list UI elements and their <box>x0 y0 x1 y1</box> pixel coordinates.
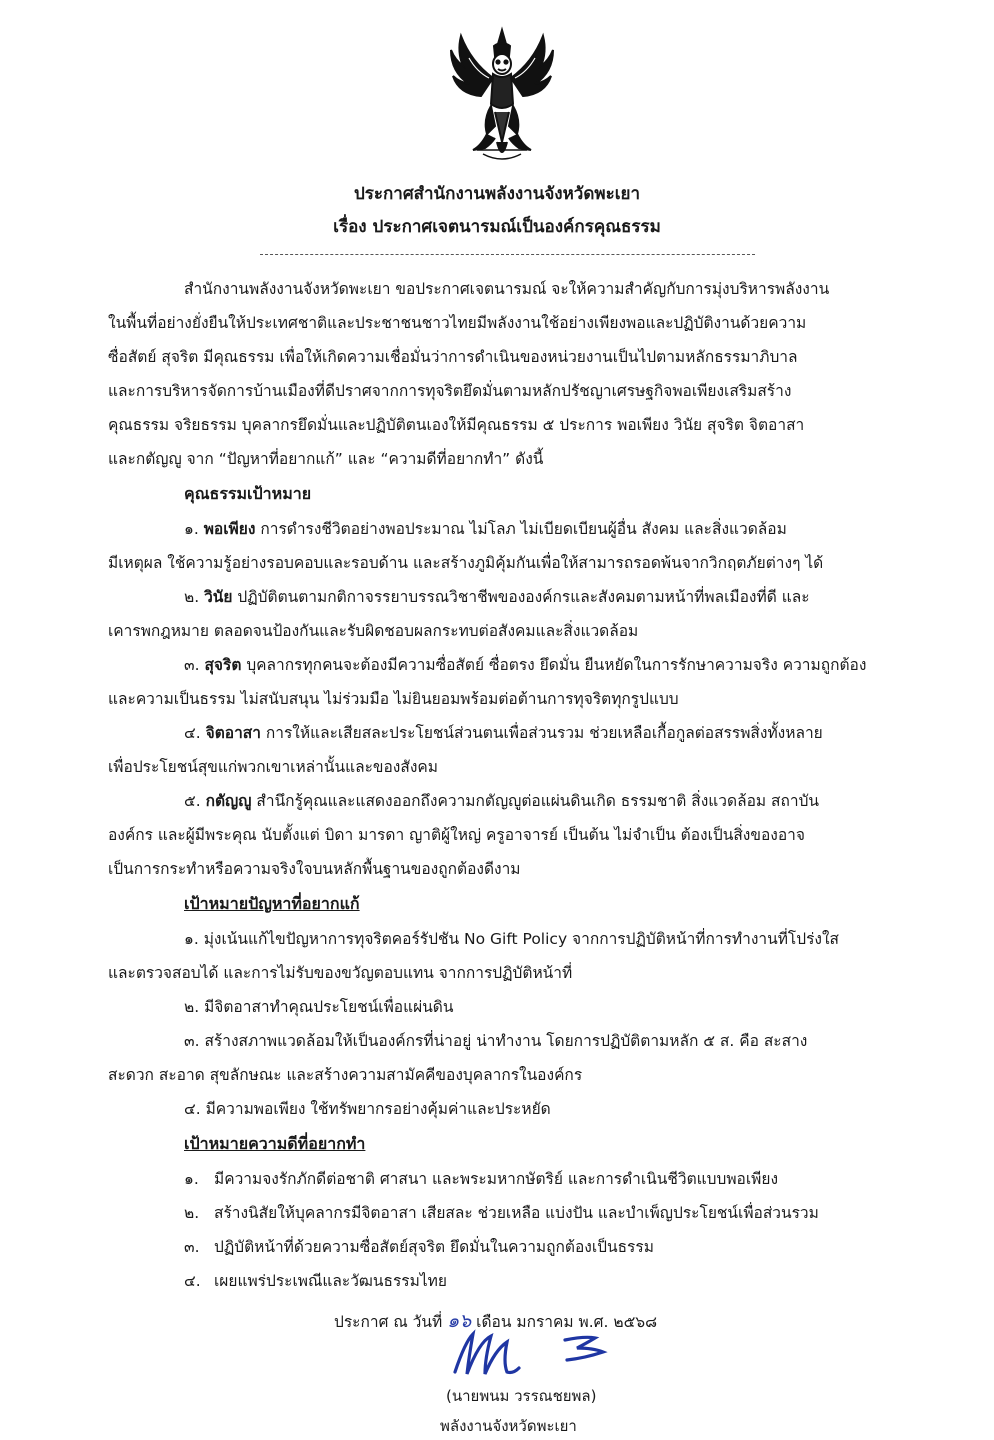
virtue-name: จิตอาสา <box>205 724 261 742</box>
virtue-number: ๓. <box>184 656 200 674</box>
intro-line: และกตัญญู จาก “ปัญหาที่อยากแก้” และ “ความดีที่อยากทำ” ดังนี้ <box>108 450 544 468</box>
virtue-cont: มีเหตุผล ใช้ความรู้อย่างรอบคอบและรอบด้าน และสร้างภูมิคุ้มกันเพื่อให้สามารถรอดพ้นจากวิกฤตภัยต่างๆ ได้ <box>108 554 824 572</box>
virtue-cont: เพื่อประโยชน์สุขแก่พวกเขาเหล่านั้นและของสังคม <box>108 758 438 776</box>
problem-line: ๓. สร้างสภาพแวดล้อมให้เป็นองค์กรที่น่าอยู่ น่าทำงาน โดยการปฏิบัติตามหลัก ๕ ส. คือ สะสาง <box>184 1032 808 1050</box>
virtue-number: ๑. <box>184 520 199 538</box>
virtue-number: ๔. <box>184 724 201 742</box>
problem-line: สะดวก สะอาด สุขลักษณะ และสร้างความสามัคคีของบุคลากรในองค์กร <box>108 1066 583 1084</box>
virtue-item <box>184 720 823 745</box>
goods-heading: เป้าหมายความดีที่อยากทำ <box>184 1134 366 1153</box>
good-item <box>184 1234 654 1259</box>
virtue-cont: และความเป็นธรรม ไม่สนับสนุน ไม่ร่วมมือ ไม่ยินยอมพร้อมต่อต้านการทุจริตทุกรูปแบบ <box>108 690 679 708</box>
signer-name: (นายพนม วรรณชยพล) <box>446 1387 597 1405</box>
announcement-subject: เรื่อง ประกาศเจตนารมณ์เป็นองค์กรคุณธรรม <box>333 217 661 237</box>
virtues-heading: คุณธรรมเป้าหมาย <box>184 484 312 503</box>
virtue-text: การดำรงชีวิตอย่างพอประมาณ ไม่โลภ ไม่เบียดเบียนผู้อื่น สังคม และสิ่งแวดล้อม <box>260 520 787 538</box>
date-day: ๑๖ <box>447 1310 472 1332</box>
virtue-number: ๒. <box>184 588 200 606</box>
problem-line: ๔. มีความพอเพียง ใช้ทรัพยากรอย่างคุ้มค่าและประหยัด <box>184 1100 551 1118</box>
good-text: เผยแพร่ประเพณีและวัฒนธรรมไทย <box>214 1272 447 1290</box>
date-suffix: เดือน มกราคม พ.ศ. ๒๕๖๘ <box>476 1313 658 1331</box>
intro-line: สำนักงานพลังงานจังหวัดพะเยา ขอประกาศเจตนารมณ์ จะให้ความสำคัญกับการมุ่งบริหารพลังงาน <box>184 280 830 298</box>
virtue-name: พอเพียง <box>203 520 256 538</box>
virtue-name: วินัย <box>204 588 233 606</box>
date-prefix: ประกาศ ณ วันที่ <box>334 1313 443 1331</box>
virtue-item <box>184 516 787 541</box>
signature-mark <box>445 1322 625 1382</box>
problem-line: ๑. มุ่งเน้นแก้ไขปัญหาการทุจริตคอร์รัปชัน No Gift Policy จากการปฏิบัติหน้าที่การทำงานที่โปร่งใส <box>184 930 840 948</box>
virtue-item <box>184 788 819 813</box>
virtue-name: กตัญญู <box>205 792 252 810</box>
good-item <box>184 1268 447 1293</box>
good-text: ปฏิบัติหน้าที่ด้วยความซื่อสัตย์สุจริต ยึดมั่นในความถูกต้องเป็นธรรม <box>214 1238 654 1256</box>
virtue-text: ปฏิบัติตนตามกติกาจรรยาบรรณวิชาชีพขององค์กรและสังคมตามหน้าที่พลเมืองที่ดี และ <box>237 588 810 606</box>
virtue-text: การให้และเสียสละประโยชน์ส่วนตนเพื่อส่วนรวม ช่วยเหลือเกื้อกูลต่อสรรพสิ่งทั้งหลาย <box>265 724 823 742</box>
good-number: ๔. <box>184 1272 201 1290</box>
virtue-number: ๕. <box>184 792 201 810</box>
intro-line: คุณธรรม จริยธรรม บุคลากรยึดมั่นและปฏิบัติตนเองให้มีคุณธรรม ๕ ประการ พอเพียง วินัย สุจริต จิตอาสา <box>108 416 805 434</box>
virtue-cont: เป็นการกระทำหรือความจริงใจบนหลักพื้นฐานของถูกต้องดีงาม <box>108 860 521 878</box>
garuda-emblem-icon <box>447 22 557 167</box>
virtue-text: บุคลากรทุกคนจะต้องมีความซื่อสัตย์ ซื่อตรง ยึดมั่น ยืนหยัดในการรักษาความจริง ความถูกต้อง <box>246 656 867 674</box>
problem-line: และตรวจสอบได้ และการไม่รับของขวัญตอบแทน จากการปฏิบัติหน้าที่ <box>108 964 573 982</box>
virtue-item <box>184 652 866 677</box>
virtue-item <box>184 584 810 609</box>
good-text: สร้างนิสัยให้บุคลากรมีจิตอาสา เสียสละ ช่วยเหลือ แบ่งปัน และบำเพ็ญประโยชน์เพื่อส่วนรวม <box>214 1204 819 1222</box>
virtue-cont: องค์กร และผู้มีพระคุณ นับตั้งแต่ บิดา มารดา ญาติผู้ใหญ่ ครูอาจารย์ เป็นต้น ไม่จำเป็น ต้องเป็นสิ่งของอาจ <box>108 826 805 844</box>
intro-line: ในพื้นที่อย่างยั่งยืนให้ประเทศชาติและประชาชนชาวไทยมีพลังงานใช้อย่างเพียงพอและปฏิบัติงานด้วยความ <box>108 314 807 332</box>
announcement-title: ประกาศสำนักงานพลังงานจังหวัดพะเยา <box>353 184 641 204</box>
intro-line: ซื่อสัตย์ สุจริต มีคุณธรรม เพื่อให้เกิดความเชื่อมั่นว่าการดำเนินของหน่วยงานเป็นไปตามหลักธรรมาภิบาล <box>108 348 798 366</box>
good-item <box>184 1200 819 1225</box>
good-item <box>184 1166 778 1191</box>
problem-line: ๒. มีจิตอาสาทำคุณประโยชน์เพื่อแผ่นดิน <box>184 998 454 1016</box>
intro-line: และการบริหารจัดการบ้านเมืองที่ดีปราศจากการทุจริตยึดมั่นตามหลักปรัชญาเศรษฐกิจพอเพียงเสริมสร้าง <box>108 382 792 400</box>
good-number: ๓. <box>184 1238 200 1256</box>
virtue-cont: เคารพกฎหมาย ตลอดจนป้องกันและรับผิดชอบผลกระทบต่อสังคมและสิ่งแวดล้อม <box>108 622 639 640</box>
good-number: ๒. <box>184 1204 200 1222</box>
problems-heading: เป้าหมายปัญหาที่อยากแก้ <box>184 894 360 913</box>
good-number: ๑. <box>184 1170 199 1188</box>
signer-position: พลังงานจังหวัดพะเยา <box>440 1417 577 1435</box>
virtue-name: สุจริต <box>204 656 242 674</box>
virtue-text: สำนึกรู้คุณและแสดงออกถึงความกตัญญูต่อแผ่นดินเกิด ธรรมชาติ สิ่งแวดล้อม สถาบัน <box>256 792 820 810</box>
good-text: มีความจงรักภักดีต่อชาติ ศาสนา และพระมหากษัตริย์ และการดำเนินชีวิตแบบพอเพียง <box>214 1170 779 1188</box>
title-divider <box>260 254 755 255</box>
